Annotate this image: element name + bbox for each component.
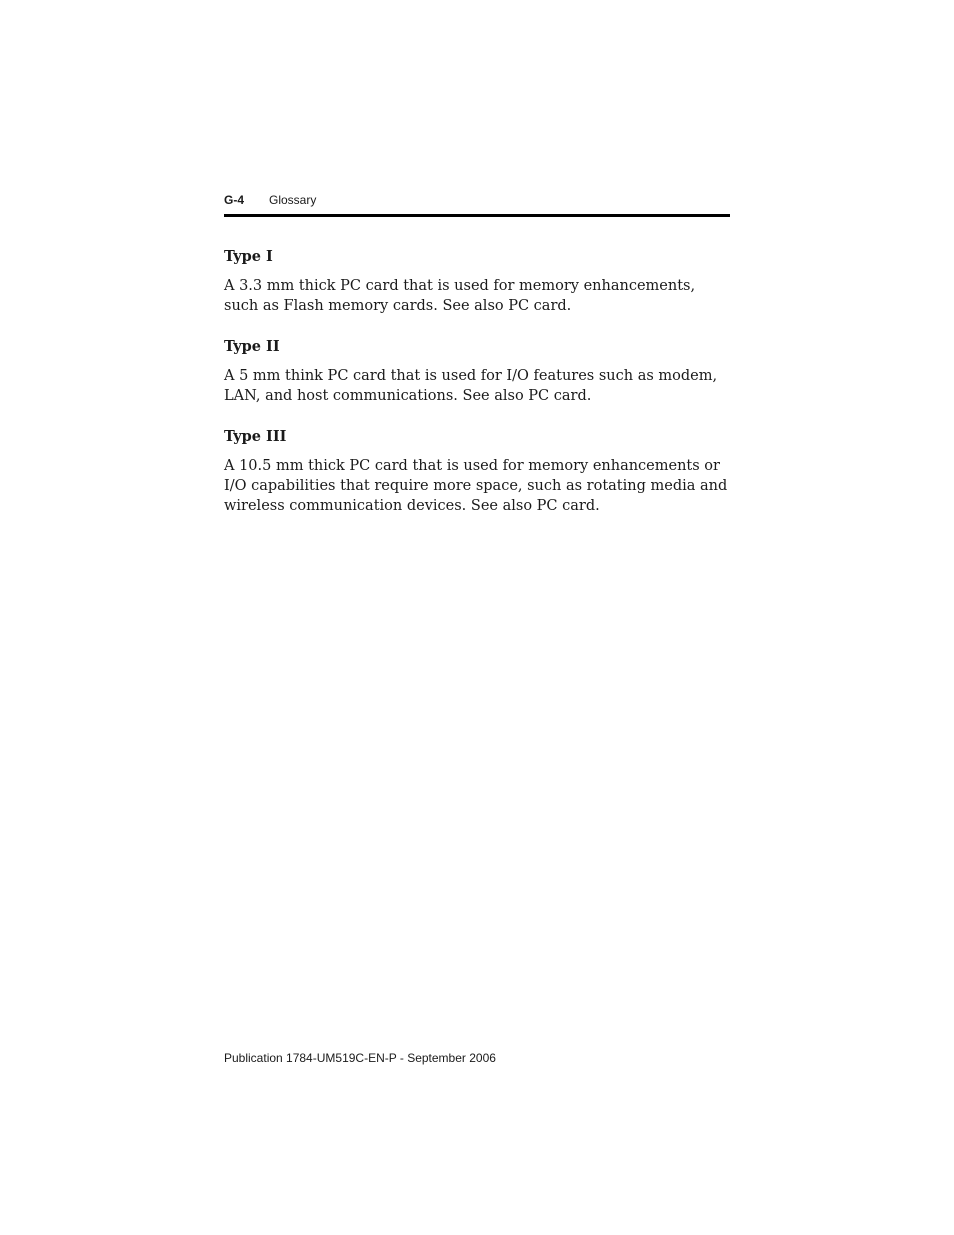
publication-footer: Publication 1784-UM519C-EN-P - September 2006 [224,1051,496,1065]
page-header [224,192,730,208]
glossary-term: Type II [224,338,280,355]
glossary-content [224,246,730,536]
page-number: G-4 [224,193,245,207]
glossary-entry-type-iii [224,426,730,516]
glossary-entry-type-i [224,246,730,316]
section-title: Glossary [269,193,317,207]
glossary-entry-type-ii [224,336,730,406]
header-rule [224,214,730,217]
glossary-definition: A 5 mm think PC card that is used for I/O features such as modem, LAN, and host communications. See also PC card. [224,368,718,404]
glossary-definition: A 3.3 mm thick PC card that is used for memory enhancements, such as Flash memory cards. See also PC card. [224,278,696,314]
glossary-term: Type III [224,428,287,445]
glossary-definition: A 10.5 mm thick PC card that is used for memory enhancements or I/O capabilities that require more space, such as rotating media and wireless communication devices. See also PC card. [224,458,728,514]
glossary-term: Type I [224,248,273,265]
